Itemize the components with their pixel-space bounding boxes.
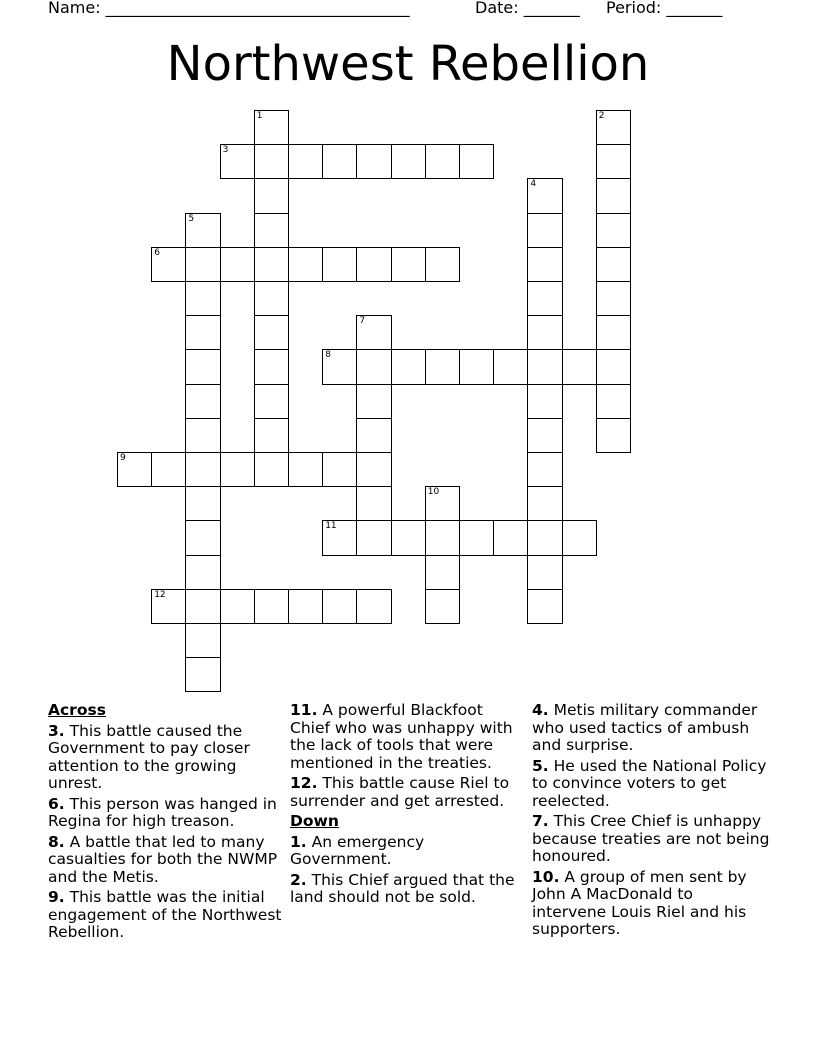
crossword-cell[interactable]	[254, 213, 289, 248]
cell-number: 8	[325, 350, 331, 361]
clue-down-1	[290, 834, 525, 869]
crossword-cell[interactable]	[459, 520, 494, 555]
crossword-cell[interactable]	[527, 520, 562, 555]
crossword-cell[interactable]	[596, 384, 631, 419]
crossword-cell[interactable]	[185, 520, 220, 555]
crossword-cell[interactable]	[356, 589, 391, 624]
crossword-cell[interactable]	[185, 589, 220, 624]
crossword-cell[interactable]	[596, 110, 631, 145]
crossword-cell[interactable]	[185, 384, 220, 419]
crossword-cell[interactable]	[185, 657, 220, 692]
crossword-cell[interactable]	[220, 452, 255, 487]
clue-text: He used the National Policy to convince voters to get reelected.	[532, 756, 767, 810]
crossword-cell[interactable]	[288, 144, 323, 179]
crossword-cell[interactable]	[185, 452, 220, 487]
clue-text: This Cree Chief is unhappy because treaties are not being honoured.	[532, 812, 770, 865]
crossword-cell[interactable]	[459, 349, 494, 384]
crossword-cell[interactable]	[425, 520, 460, 555]
crossword-cell[interactable]	[151, 589, 186, 624]
crossword-cell[interactable]	[459, 144, 494, 179]
clue-across-11	[290, 702, 525, 772]
crossword-cell[interactable]	[596, 418, 631, 453]
crossword-cell[interactable]	[220, 247, 255, 282]
crossword-cell[interactable]	[185, 486, 220, 521]
cell-number: 6	[154, 247, 160, 258]
crossword-cell[interactable]	[425, 144, 460, 179]
clue-number: 2.	[290, 870, 307, 889]
crossword-cell[interactable]	[322, 520, 357, 555]
clue-down-4	[532, 702, 772, 755]
crossword-cell[interactable]	[254, 418, 289, 453]
crossword-cell[interactable]	[288, 452, 323, 487]
cell-number: 2	[598, 111, 605, 121]
crossword-cell[interactable]	[254, 281, 289, 316]
clue-across-3	[48, 723, 283, 793]
clue-number: 7.	[532, 812, 549, 830]
crossword-cell[interactable]	[356, 486, 391, 521]
crossword-cell[interactable]	[527, 384, 562, 419]
crossword-cell[interactable]	[356, 315, 391, 350]
cell-number: 5	[188, 213, 195, 224]
crossword-cell[interactable]	[151, 247, 186, 282]
cell-number: 3	[222, 145, 229, 156]
clue-number: 4.	[532, 701, 549, 719]
crossword-cell[interactable]	[254, 452, 289, 487]
cell-number: 9	[120, 453, 126, 463]
crossword-cell[interactable]	[425, 349, 460, 384]
crossword-cell[interactable]	[356, 418, 391, 453]
crossword-cell[interactable]	[254, 384, 289, 419]
page-title: Northwest Rebellion	[166, 36, 650, 92]
clue-text: A group of men sent by John A MacDonald to intervene Louis Riel and his supporters.	[532, 867, 747, 938]
clue-down-5	[532, 758, 772, 811]
crossword-cell[interactable]	[185, 247, 220, 282]
crossword-cell[interactable]	[356, 520, 391, 555]
crossword-cell[interactable]	[220, 144, 255, 179]
crossword-cell[interactable]	[527, 555, 562, 590]
crossword-cell[interactable]	[185, 315, 220, 350]
crossword-cell[interactable]	[391, 144, 426, 179]
crossword-cell[interactable]	[596, 281, 631, 316]
clues-column-2	[290, 702, 525, 910]
crossword-cell[interactable]	[185, 623, 220, 658]
clue-number: 3.	[48, 721, 65, 740]
crossword-cell[interactable]	[527, 247, 562, 282]
clue-text: A battle that led to many casualties for both the NWMP and the Metis.	[48, 832, 278, 886]
crossword-cell[interactable]	[391, 520, 426, 555]
clue-number: 9.	[48, 888, 65, 906]
crossword-cell[interactable]	[185, 418, 220, 453]
crossword-cell[interactable]	[596, 315, 631, 350]
clue-across-12	[290, 775, 525, 810]
clue-text: This battle cause Riel to surrender and get arrested.	[290, 774, 510, 810]
crossword-cell[interactable]	[527, 486, 562, 521]
clue-text: This Chief argued that the land should not be sold.	[290, 870, 515, 906]
crossword-cell[interactable]	[527, 315, 562, 350]
crossword-cell[interactable]	[425, 247, 460, 282]
clue-number: 12.	[290, 774, 318, 792]
clue-number: 10.	[532, 867, 560, 886]
date-field: Date: _______	[475, 0, 580, 17]
crossword-cell[interactable]	[493, 520, 528, 555]
crossword-cell[interactable]	[322, 349, 357, 384]
cell-number: 11	[325, 521, 337, 532]
clue-text: Metis military commander who used tactics of ambush and surprise.	[532, 701, 758, 754]
clue-across-8	[48, 834, 283, 887]
crossword-cell[interactable]	[425, 589, 460, 624]
clue-text: This battle was the initial engagement of the Northwest Rebellion.	[48, 888, 282, 941]
crossword-cell[interactable]	[596, 178, 631, 213]
crossword-cell[interactable]	[356, 452, 391, 487]
crossword-cell[interactable]	[527, 213, 562, 248]
crossword-cell[interactable]	[220, 589, 255, 624]
crossword-cell[interactable]	[391, 247, 426, 282]
clue-across-6	[48, 796, 283, 831]
crossword-cell[interactable]	[596, 349, 631, 384]
crossword-cell[interactable]	[254, 349, 289, 384]
clue-number: 5.	[532, 756, 549, 775]
crossword-cell[interactable]	[356, 349, 391, 384]
crossword-cell[interactable]	[596, 247, 631, 282]
name-field: Name: ______________________________________	[48, 0, 410, 17]
crossword-cell[interactable]	[527, 178, 562, 213]
crossword-cell[interactable]	[527, 418, 562, 453]
clues-column-3	[532, 702, 772, 942]
clue-text: An emergency Government.	[290, 832, 425, 868]
crossword-cell[interactable]	[254, 110, 289, 145]
crossword-cell[interactable]	[117, 452, 152, 487]
clue-down-7	[532, 813, 772, 866]
crossword-cell[interactable]	[254, 315, 289, 350]
crossword-cell[interactable]	[562, 349, 597, 384]
clue-number: 8.	[48, 832, 65, 851]
crossword-cell[interactable]	[254, 178, 289, 213]
cell-number: 10	[427, 487, 440, 498]
crossword-cell[interactable]	[185, 281, 220, 316]
crossword-cell[interactable]	[356, 384, 391, 419]
crossword-cell[interactable]	[356, 144, 391, 179]
clue-number: 1.	[290, 832, 307, 851]
cell-number: 4	[530, 179, 537, 190]
clues-column-1	[48, 702, 283, 945]
across-heading: Across	[48, 701, 106, 719]
crossword-cell[interactable]	[356, 247, 391, 282]
crossword-cell[interactable]	[425, 555, 460, 590]
crossword-cell[interactable]	[527, 349, 562, 384]
crossword-cell[interactable]	[322, 452, 357, 487]
crossword-cell[interactable]	[254, 589, 289, 624]
crossword-cell[interactable]	[596, 213, 631, 248]
crossword-cell[interactable]	[391, 349, 426, 384]
crossword-cell[interactable]	[151, 452, 186, 487]
crossword-cell[interactable]	[562, 520, 597, 555]
crossword-cell[interactable]	[596, 144, 631, 179]
crossword-cell[interactable]	[527, 589, 562, 624]
clue-down-10	[532, 869, 772, 939]
crossword-cell[interactable]	[527, 452, 562, 487]
cell-number: 7	[359, 316, 366, 327]
crossword-cell[interactable]	[527, 281, 562, 316]
clue-number: 11.	[290, 701, 318, 719]
crossword-cell[interactable]	[322, 247, 357, 282]
down-heading: Down	[290, 812, 339, 830]
crossword-cell[interactable]	[493, 349, 528, 384]
crossword-cell[interactable]	[288, 247, 323, 282]
crossword-cell[interactable]	[425, 486, 460, 521]
crossword-cell[interactable]	[185, 555, 220, 590]
clue-down-2	[290, 872, 525, 907]
clue-text: This battle caused the Government to pay closer attention to the growing unrest.	[48, 721, 250, 792]
crossword-cell[interactable]	[254, 144, 289, 179]
crossword-cell[interactable]	[288, 589, 323, 624]
clue-across-9	[48, 889, 283, 942]
clue-number: 6.	[48, 794, 65, 813]
crossword-cell[interactable]	[322, 144, 357, 179]
crossword-cell[interactable]	[254, 247, 289, 282]
crossword-cell[interactable]	[185, 349, 220, 384]
clue-text: A powerful Blackfoot Chief who was unhappy with the lack of tools that were mentioned in the treaties.	[290, 701, 513, 772]
cell-number: 12	[154, 589, 166, 600]
cell-number: 1	[256, 111, 263, 121]
crossword-cell[interactable]	[185, 213, 220, 248]
crossword-cell[interactable]	[322, 589, 357, 624]
period-field: Period: _______	[606, 0, 723, 17]
clue-text: This person was hanged in Regina for high treason.	[48, 794, 277, 830]
